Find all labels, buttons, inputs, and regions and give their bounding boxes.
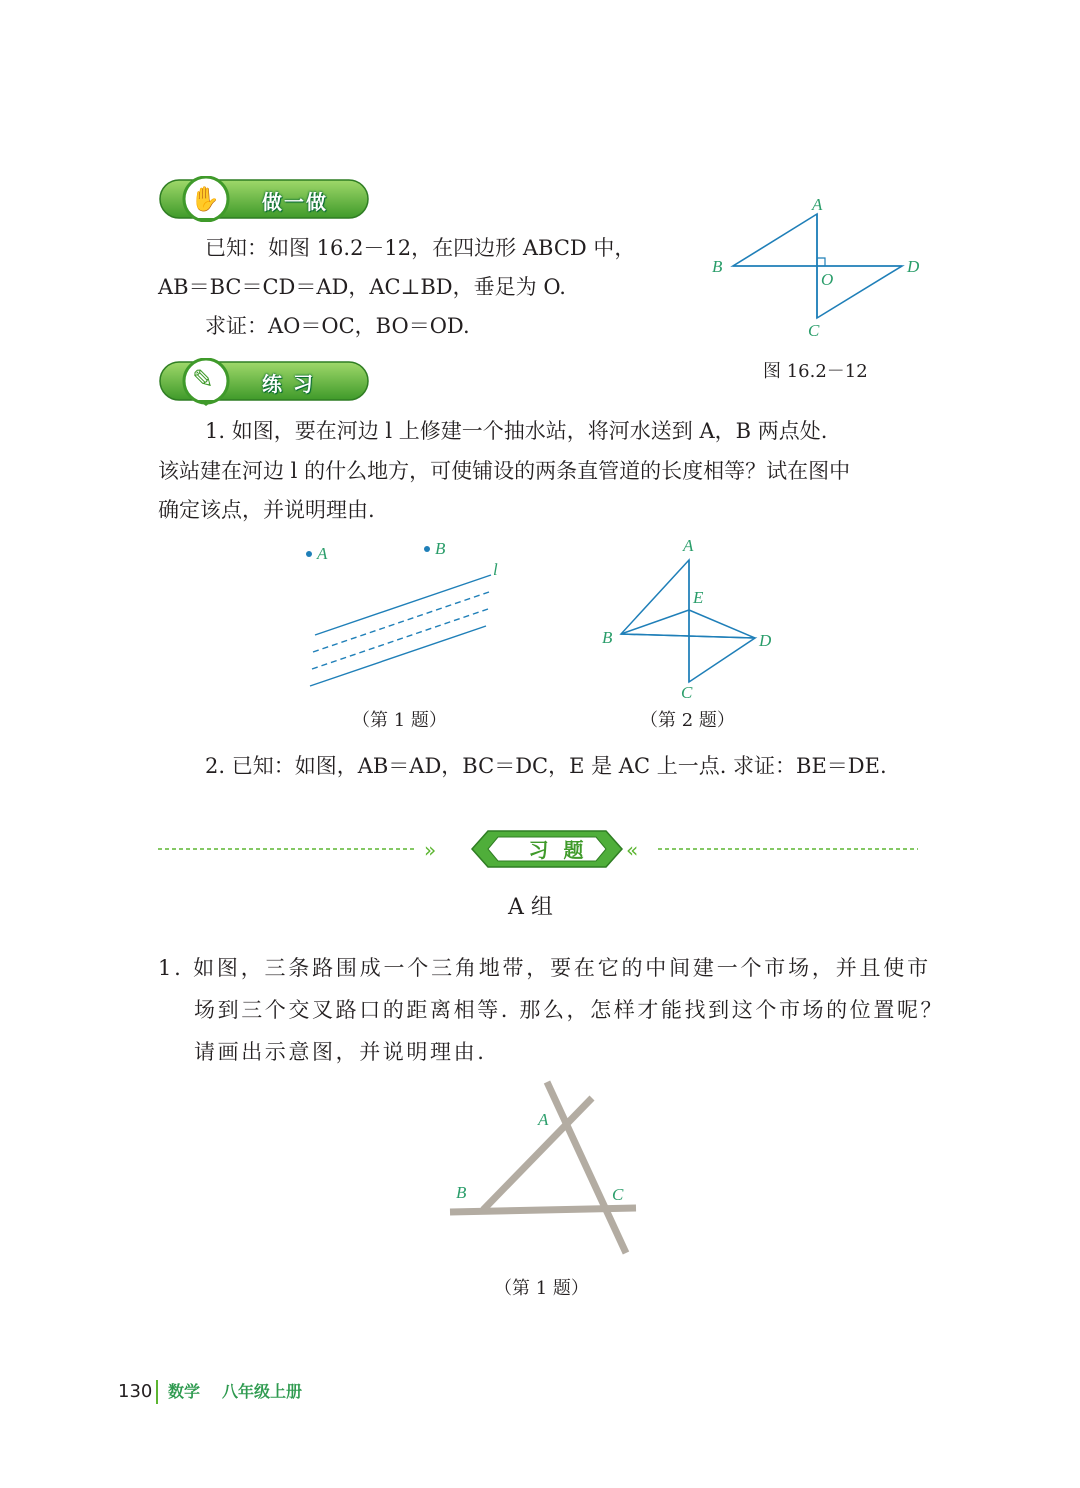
try-it-line-3: 求证：AO＝OC，BO＝OD. — [205, 314, 470, 338]
roads-figure — [440, 1075, 640, 1260]
fig2-caption: （第 2 题） — [640, 710, 735, 731]
right-angle-mark — [817, 258, 825, 266]
river-bank-upper — [315, 575, 491, 635]
roads-label-b: B — [456, 1183, 467, 1202]
kite-label-e: E — [693, 588, 704, 607]
page-number: 130 — [118, 1381, 153, 1402]
roads-label-c: C — [612, 1185, 624, 1204]
footer-divider — [156, 1380, 158, 1404]
river-label-b: B — [435, 539, 446, 558]
river-bank-lower — [310, 626, 486, 686]
practice-q1-line-1: 1. 如图，要在河边 l 上修建一个抽水站，将河水送到 A，B 两点处. — [205, 419, 828, 443]
roads-caption: （第 1 题） — [494, 1278, 589, 1299]
try-it-label: 做一做 — [262, 190, 328, 214]
label-a: A — [812, 195, 823, 214]
practice-q2: 2. 已知：如图，AB＝AD，BC＝DC，E 是 AC 上一点. 求证：BE＝DE. — [205, 754, 887, 778]
footer-subject: 数学 — [168, 1382, 201, 1401]
label-o: O — [821, 270, 834, 289]
kite-label-d: D — [759, 631, 772, 650]
kite-label-a: A — [683, 536, 694, 555]
hand-icon: ✋ — [190, 185, 220, 213]
try-it-line-2: AB＝BC＝CD＝AD，AC⊥BD，垂足为 O. — [158, 275, 566, 299]
segment-de — [689, 610, 755, 638]
exercise-q1-line-2: 场到三个交叉路口的距离相等. 那么，怎样才能找到这个市场的位置呢？ — [194, 998, 945, 1022]
kite-label-c: C — [681, 683, 693, 702]
roads-label-a: A — [538, 1110, 549, 1129]
fig1-caption: （第 1 题） — [352, 710, 447, 731]
group-heading: A 组 — [508, 895, 553, 920]
footer-grade: 八年级上册 — [222, 1382, 303, 1401]
figure-16-2-12 — [700, 190, 940, 350]
chevron-right-icon: » — [424, 838, 437, 862]
exercise-q1-line-1: 1. 如图，三条路围成一个三角地带，要在它的中间建一个市场，并且使市 — [158, 956, 931, 980]
try-it-banner — [158, 176, 370, 222]
point-a — [306, 551, 312, 557]
chevron-left-icon: « — [626, 838, 639, 862]
label-b: B — [712, 257, 723, 276]
label-c: C — [808, 321, 820, 340]
pencil-icon: ✎ — [192, 365, 214, 395]
river-dashed-1 — [313, 592, 489, 652]
kite-outline — [621, 560, 755, 682]
river-label-a: A — [317, 544, 328, 563]
practice-q1-line-2: 该站建在河边 l 的什么地方，可使铺设的两条直管道的长度相等？试在图中 — [158, 459, 851, 483]
river-label-l: l — [493, 560, 498, 579]
kite-figure — [595, 530, 785, 705]
practice-label: 练 习 — [262, 372, 315, 396]
exercise-q1-line-3: 请画出示意图，并说明理由. — [194, 1040, 487, 1064]
figure-caption: 图 16.2－12 — [763, 361, 868, 382]
segment-bd — [621, 634, 755, 638]
river-dashed-2 — [312, 609, 488, 669]
label-d: D — [907, 257, 920, 276]
try-it-line-1: 已知：如图 16.2－12，在四边形 ABCD 中， — [205, 236, 636, 260]
exercises-label: 习 题 — [528, 838, 588, 862]
point-b — [424, 546, 430, 552]
kite-label-b: B — [602, 628, 613, 647]
practice-banner — [158, 358, 370, 406]
river-figure — [295, 535, 525, 695]
practice-q1-line-3: 确定该点，并说明理由. — [158, 498, 375, 522]
